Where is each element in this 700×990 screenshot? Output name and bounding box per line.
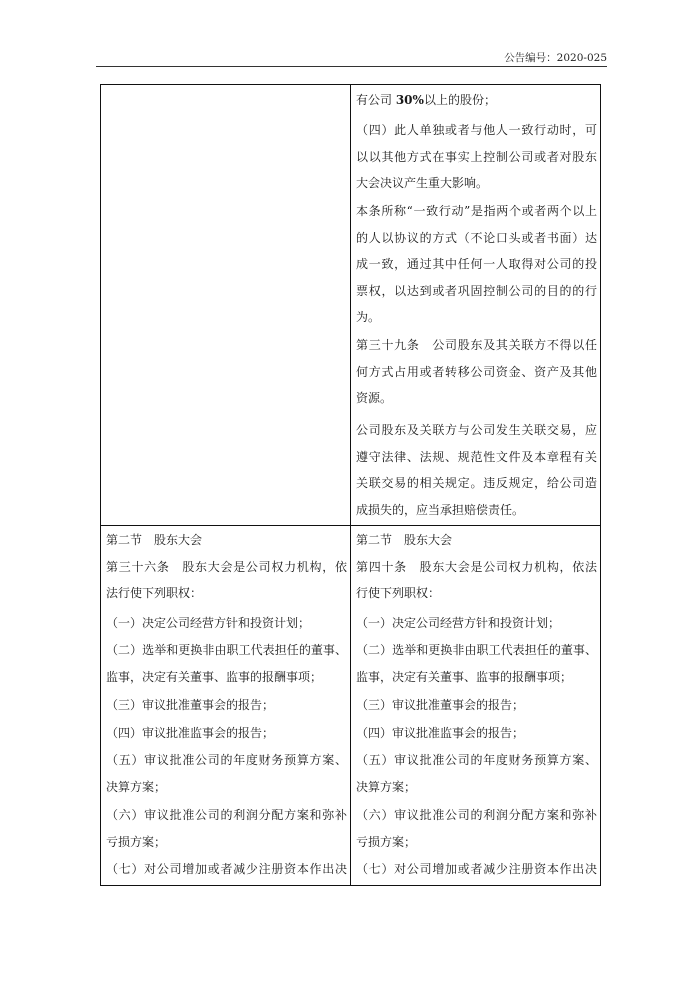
text-line: （七）对公司增加或者减少注册资本作出决 xyxy=(356,862,597,876)
text-line: 行使下列职权： xyxy=(356,586,441,600)
table-cell-row1-left xyxy=(106,87,347,523)
text-line xyxy=(356,87,597,114)
paragraph xyxy=(356,117,597,197)
text-line: （六）审议批准公司的利润分配方案和弥补 xyxy=(356,808,597,822)
text-line: 成损失的，应当承担赔偿责任。 xyxy=(356,502,525,517)
text-line: 票权，以达到或者巩固控制公司的目的的行 xyxy=(356,283,597,298)
section-heading: 第二节 股东大会 xyxy=(106,533,203,547)
text-line: 成一致，通过其中任何一人取得对公司的投 xyxy=(356,257,597,271)
emphasis-percentage: 30% xyxy=(395,93,424,107)
list-item xyxy=(356,747,597,800)
notice-number: 公告编号：2020-025 xyxy=(504,52,607,64)
list-item xyxy=(106,747,347,800)
text-line: 亏损方案； xyxy=(356,834,417,849)
paragraph xyxy=(356,87,597,114)
text-line: 监事，决定有关董事、监事的报酬事项； xyxy=(106,669,323,684)
text-line: 第四十条 股东大会是公司权力机构，依法 xyxy=(356,559,597,574)
article-paragraph xyxy=(106,554,347,607)
text-line: 亏损方案； xyxy=(106,834,167,849)
text-line: （七）对公司增加或者减少注册资本作出决 xyxy=(106,862,347,876)
text-line: 决算方案； xyxy=(106,779,167,794)
text-prefix: 有公司 xyxy=(356,93,396,107)
text-line: （四）审议批准监事会的报告； xyxy=(106,726,275,740)
text-line: 何方式占用或者转移公司资金、资产及其他 xyxy=(356,364,597,379)
text-line: （四）此人单独或者与他人一致行动时，可 xyxy=(356,123,597,137)
header-rule xyxy=(96,66,607,67)
table-cell-row2-left xyxy=(106,527,347,883)
text-line: （四）审议批准监事会的报告； xyxy=(356,726,525,740)
text-line: （五）审议批准公司的年度财务预算方案、 xyxy=(106,753,347,767)
text-line: （二）选举和更换非由职工代表担任的董事、 xyxy=(356,643,597,657)
list-item xyxy=(106,720,347,747)
article-paragraph xyxy=(356,554,597,607)
text-line: （二）选举和更换非由职工代表担任的董事、 xyxy=(106,643,347,657)
text-line: 为。 xyxy=(356,310,381,324)
text-line: （六）审议批准公司的利润分配方案和弥补 xyxy=(106,808,347,822)
text-line: 遵守法律、法规、规范性文件及本章程有关 xyxy=(356,449,597,464)
column-divider xyxy=(350,84,351,886)
text-line: （五）审议批准公司的年度财务预算方案、 xyxy=(356,753,597,767)
section-heading: 第二节 股东大会 xyxy=(356,533,453,547)
text-line: 本条所称“一致行动”是指两个或者两个以上 xyxy=(356,204,597,218)
paragraph xyxy=(356,332,597,412)
list-item xyxy=(356,802,597,855)
text-line: 关联交易的相关规定。违反规定，给公司造 xyxy=(356,476,597,490)
list-item xyxy=(106,637,347,690)
text-line: （三）审议批准董事会的报告； xyxy=(106,698,275,712)
paragraph xyxy=(356,198,597,331)
text-line: 法行使下列职权： xyxy=(106,586,203,600)
list-item xyxy=(106,802,347,855)
list-item xyxy=(356,637,597,690)
list-item xyxy=(356,720,597,747)
text-line: 资源。 xyxy=(356,391,393,405)
list-item xyxy=(356,692,597,719)
text-line: （三）审议批准董事会的报告； xyxy=(356,698,525,712)
text-line: 大会决议产生重大影响。 xyxy=(356,176,489,190)
text-line: 决算方案； xyxy=(356,779,417,794)
text-line: 以以其他方式在事实上控制公司或者对股东 xyxy=(356,149,597,164)
text-line: 的人以协议的方式（不论口头或者书面）达 xyxy=(356,230,597,245)
list-item xyxy=(106,610,347,637)
table-cell-row1-right xyxy=(356,87,597,523)
row-divider xyxy=(100,525,601,526)
paragraph xyxy=(356,417,597,523)
text-line: （一）决定公司经营方针和投资计划； xyxy=(356,616,561,630)
text-line: 公司股东及关联方与公司发生关联交易，应 xyxy=(356,423,597,437)
list-item xyxy=(356,856,597,883)
text-suffix: 以上的股份； xyxy=(423,93,496,107)
list-item xyxy=(106,692,347,719)
text-line: 第三十六条 股东大会是公司权力机构，依 xyxy=(106,559,347,574)
text-line: 第三十九条 公司股东及其关联方不得以任 xyxy=(356,338,597,352)
text-line: 监事，决定有关董事、监事的报酬事项； xyxy=(356,669,573,684)
list-item xyxy=(106,856,347,883)
table-cell-row2-right xyxy=(356,527,597,883)
list-item xyxy=(356,610,597,637)
text-line: （一）决定公司经营方针和投资计划； xyxy=(106,616,311,630)
